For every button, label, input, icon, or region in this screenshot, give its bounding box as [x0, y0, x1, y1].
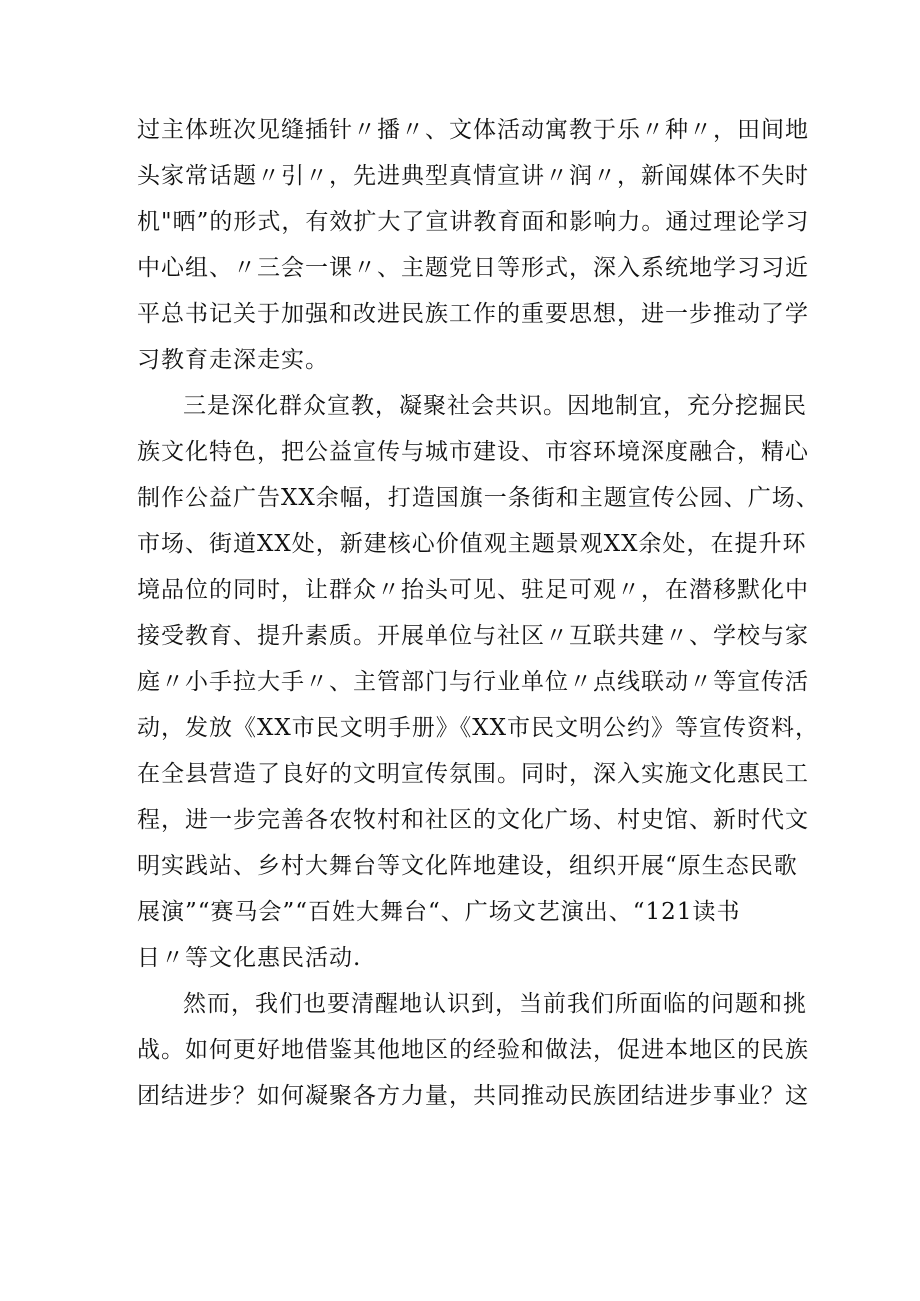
- text-line: 机"晒”的形式，有效扩大了宣讲教育面和影响力。通过理论学习: [137, 209, 810, 235]
- text-line: 头家常话题〃引〃，先进典型真情宣讲〃润〃，新闻媒体不失时: [137, 163, 809, 189]
- text-line: 制作公益广告XX余幅，打造国旗一条街和主题宣传公园、广场、: [137, 485, 820, 511]
- paragraph-start-line: 三是深化群众宣教，凝聚社会共识。因地制宜，充分挖掘民: [183, 393, 807, 419]
- text-line: 明实践站、乡村大舞台等文化阵地建设，组织开展“原生态民歌: [137, 853, 798, 879]
- paragraph-start-line: 然而，我们也要清醒地认识到，当前我们所面临的问题和挑: [183, 991, 807, 1017]
- text-line: 境品位的同时，让群众〃抬头可见、驻足可观〃，在潜移默化中: [137, 577, 809, 603]
- text-line: 族文化特色，把公益宣传与城市建设、市容环境深度融合，精心: [137, 439, 809, 465]
- text-line: 平总书记关于加强和改进民族工作的重要思想，进一步推动了学: [137, 301, 809, 327]
- text-line: 庭〃小手拉大手〃、主管部门与行业单位〃点线联动〃等宣传活: [137, 669, 809, 695]
- text-line: 日〃等文化惠民活动.: [137, 945, 362, 971]
- text-line: 过主体班次见缝插针〃播〃、文体活动寓教于乐〃种〃，田间地: [137, 117, 809, 143]
- text-line: 市场、街道XX处，新建核心价值观主题景观XX余处，在提升环: [137, 531, 807, 557]
- text-line: 团结进步？如何凝聚各方力量，共同推动民族团结进步事业？这: [137, 1083, 809, 1109]
- text-line: 动，发放《XX市民文明手册》《XX市民文明公约》等宣传资料，: [137, 715, 819, 741]
- text-line: 程，进一步完善各农牧村和社区的文化广场、村史馆、新时代文: [137, 807, 809, 833]
- text-line: 战。如何更好地借鉴其他地区的经验和做法，促进本地区的民族: [137, 1037, 809, 1063]
- text-line: 习教育走深走实。: [137, 347, 329, 373]
- text-line: 中心组、〃三会一课〃、主题党日等形式，深入系统地学习习近: [137, 255, 809, 281]
- text-line: 在全县营造了良好的文明宣传氛围。同时，深入实施文化惠民工: [137, 761, 809, 787]
- text-line: 展演”“赛马会”“百姓大舞台“、广场文艺演出、“121读书: [137, 899, 741, 925]
- text-line: 接受教育、提升素质。开展单位与社区〃互联共建〃、学校与家: [137, 623, 809, 649]
- body-text: [137, 107, 820, 1119]
